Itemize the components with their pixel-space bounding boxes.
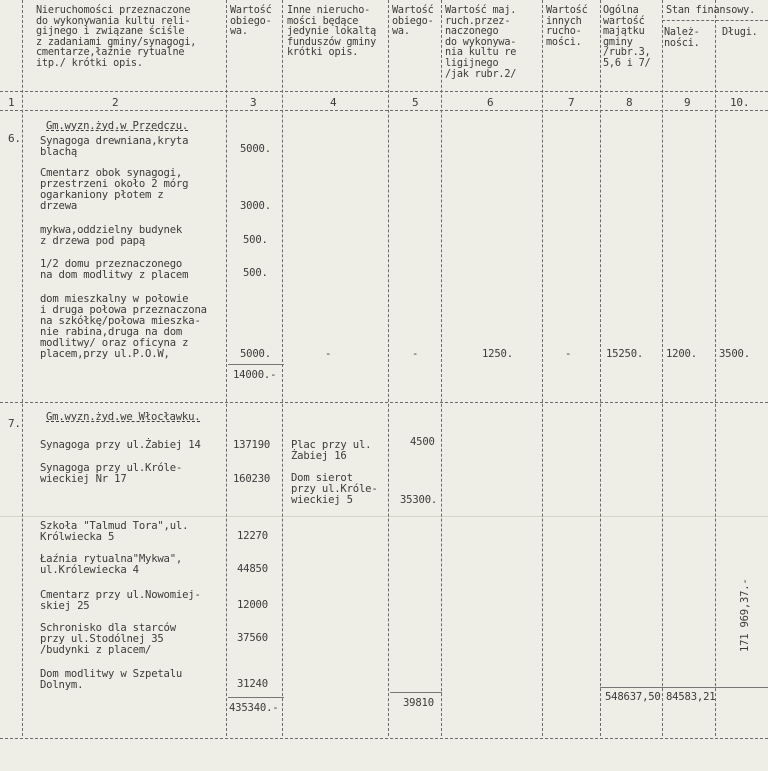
colnum-6: 6 <box>487 96 494 109</box>
header-col3: Wartość obiego- wa. <box>230 5 272 38</box>
s6-col4: - <box>325 348 332 360</box>
s6-col10: 3500. <box>719 348 750 360</box>
colnum-2: 2 <box>112 96 119 109</box>
s7-item3-desc: Szkoła "Talmud Tora",ul. Królwiecka 5 <box>40 520 189 543</box>
header-col7: Wartość innych rucho- mości. <box>546 5 588 48</box>
colnum-3: 3 <box>250 96 257 109</box>
s7-other2-desc: Dom sierot przy ul.Króle- wieckiej 5 <box>291 472 378 506</box>
s7-item6-value: 37560 <box>237 632 268 644</box>
s7-item5-desc: Cmentarz przy ul.Nowomiej- skiej 25 <box>40 589 201 612</box>
s6-col6: 1250. <box>482 348 513 360</box>
s7-item4-value: 44850 <box>237 563 268 575</box>
header-col5: Wartość obiego- wa. <box>392 5 434 38</box>
colnum-4: 4 <box>330 96 337 109</box>
s6-item1-value: 5000. <box>240 143 271 155</box>
s6-col9: 1200. <box>666 348 697 360</box>
s7-item5-value: 12000 <box>237 599 268 611</box>
section6-number: 6. <box>8 132 21 145</box>
total-line-s7 <box>228 697 284 698</box>
finance-header-line <box>662 20 768 21</box>
header-col9: Należ- ności. <box>664 27 700 49</box>
s7-item3-value: 12270 <box>237 530 268 542</box>
s7-total-col5: 39810 <box>403 697 434 709</box>
total-line-c5 <box>390 692 442 693</box>
colnum-8: 8 <box>626 96 633 109</box>
section-divider <box>0 402 768 403</box>
s6-item3-desc: mykwa,oddzielny budynek z drzewa pod papą <box>40 224 183 247</box>
colnum-9: 9 <box>684 96 691 109</box>
colnum-10: 10. <box>730 96 750 109</box>
s6-item2-value: 3000. <box>240 200 271 212</box>
s6-item1-desc: Synagoga drewniana,kryta blachą <box>40 135 189 158</box>
s7-other1-value: 4500 <box>410 436 435 448</box>
s7-other1-desc: Plac przy ul. Żabiej 16 <box>291 439 372 462</box>
s7-other2-value: 35300. <box>400 494 438 506</box>
s7-item4-desc: Łaźnia rytualna"Mykwa", ul.Królewiecka 4 <box>40 553 183 576</box>
paper-fold <box>0 516 768 517</box>
header-col4: Inne nierucho- mości będące jedynie lokaltą funduszów gminy krótki opis. <box>287 5 377 59</box>
s7-item1-value: 137190 <box>233 439 271 451</box>
s6-item4-value: 500. <box>243 267 268 279</box>
s7-item7-desc: Dom modlitwy w Szpetalu Dolnym. <box>40 668 183 691</box>
header-col8: Ogólna wartość majątku gminy /rubr.3, 5,6 i 7/ <box>603 5 651 69</box>
s7-item6-desc: Schronisko dla starców przy ul.Stodólnej 35 /budynki z placem/ <box>40 622 176 656</box>
s7-item1-desc: Synagoga przy ul.Żabiej 14 <box>40 439 201 451</box>
colnum-bottom-line <box>0 110 768 111</box>
colnum-1: 1 <box>8 96 15 109</box>
header-bottom-line <box>0 91 768 92</box>
header-col10: Długi. <box>722 27 758 38</box>
s7-col8: 548637,50 <box>605 691 661 703</box>
section7-number: 7. <box>8 417 21 430</box>
section6-title: Gm.wyzn.żyd.w Przedczu. <box>46 120 189 132</box>
s6-item2-desc: Cmentarz obok synagogi, przestrzeni około 2 mórg ogarkaniony płotem z drzewa <box>40 167 189 212</box>
header-col6: Wartość maj. ruch.przez- naczonego do wykonywa- nia kultu re ligijnego /jak rubr.2/ <box>445 5 517 80</box>
s7-col9: 84583,21 <box>666 691 716 703</box>
s6-col7: - <box>565 348 572 360</box>
s6-item3-value: 500. <box>243 234 268 246</box>
s6-item5-desc: dom mieszkalny w połowie i druga połowa przeznaczona na szkółkę/połowa mieszka- nie rabina,druga na dom modlitwy/ oraz oficyna z placem,przy ul.P.O.W, <box>40 293 207 360</box>
s7-item2-value: 160230 <box>233 473 271 485</box>
s6-item5-value: 5000. <box>240 348 271 360</box>
colnum-5: 5 <box>412 96 419 109</box>
s7-item7-value: 31240 <box>237 678 268 690</box>
total-line-s6 <box>228 364 284 365</box>
total-line-c8-10 <box>600 687 768 688</box>
s7-total-col3: 435340.- <box>229 702 279 714</box>
header-finance-title: Stan finansowy. <box>666 5 756 16</box>
s6-item4-desc: 1/2 domu przeznaczonego na dom modlitwy z placem <box>40 258 189 281</box>
section7-title: Gm.wyzn.żyd.we Włocławku. <box>46 411 201 423</box>
s7-item2-desc: Synagoga przy ul.Króle- wieckiej Nr 17 <box>40 462 183 485</box>
s6-col8: 15250. <box>606 348 644 360</box>
s7-col10: 171 969,37.- <box>739 578 751 652</box>
s6-col5: - <box>412 348 419 360</box>
colnum-7: 7 <box>568 96 575 109</box>
s6-total-col3: 14000.- <box>233 369 277 381</box>
header-col2: Nieruchomości przeznaczone do wykonywania kultu reli- gijnego i związane ściśle z zadaniami gminy/synagogi, cmentarze,łaźnie rytualne itp./ krótki opis. <box>36 5 197 69</box>
page-bottom-line <box>0 738 768 739</box>
